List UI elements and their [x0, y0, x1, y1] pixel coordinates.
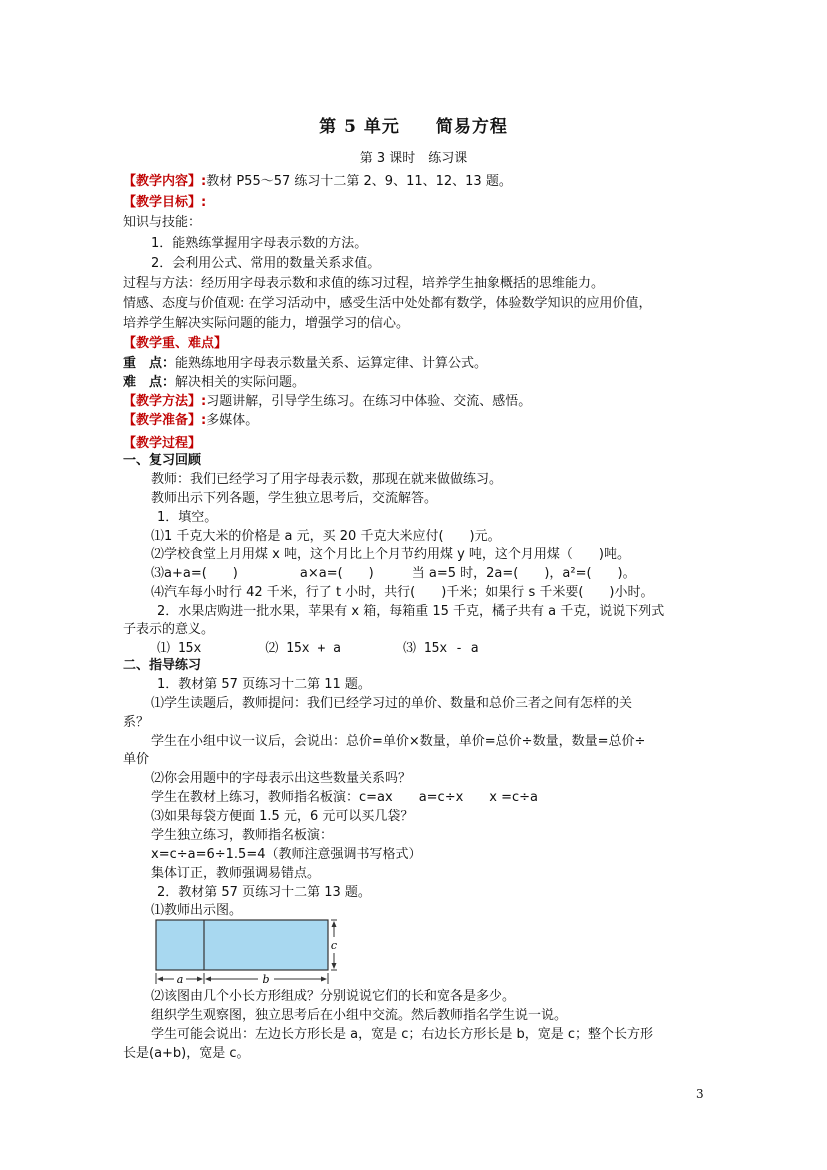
b-arrowhead-left — [205, 977, 211, 982]
review-question-1: ⑴1 千克大米的价格是 a 元，买 20 千克大米应付( )元。 — [151, 529, 501, 544]
a-arrowhead-right — [197, 977, 203, 982]
teaching-method-label: 【教学方法】: — [123, 394, 207, 409]
label-b: b — [262, 973, 270, 986]
teaching-content-text: 教材 P55～57 练习十二第 2、9、11、12、13 题。 — [206, 174, 512, 189]
knowledge-item-1: 1．能熟练掌握用字母表示数的方法。 — [151, 236, 368, 251]
b-arrowhead-right — [321, 977, 327, 982]
label-a: a — [176, 973, 184, 986]
review-expressions — [157, 640, 479, 657]
practice-line-5: 单价 — [123, 752, 150, 767]
practice-line-8: ⑶如果每袋方便面 1.5 元，6 元可以买几袋？ — [151, 809, 414, 824]
knowledge-heading: 知识与技能： — [123, 215, 202, 230]
a-arrowhead-left — [157, 977, 163, 982]
practice-line-7: 学生在教材上练习，教师指名板演：c=ax a=c÷x x =c÷a — [151, 790, 539, 805]
key-point — [123, 355, 487, 372]
emotion-goal-line-2: 培养学生解决实际问题的能力，增强学习的信心。 — [123, 316, 410, 331]
teaching-goals-label: 【教学目标】: — [123, 195, 207, 210]
practice-line-4: 学生在小组中议一议后，会说出：总价=单价×数量，单价=总价÷数量，数量=总价÷ — [151, 734, 646, 749]
rectangle-diagram — [152, 916, 342, 988]
teaching-prep-text: 多媒体。 — [206, 413, 259, 428]
knowledge-item-2: 2．会利用公式、常用的数量关系求值。 — [151, 256, 381, 271]
expression-2: ⑵ 15x + a — [265, 641, 341, 656]
teaching-content-label: 【教学内容】: — [123, 174, 207, 189]
review-line-2: 教师出示下列各题，学生独立思考后，交流解答。 — [151, 491, 438, 506]
unit-title: 第 5 单元 简易方程 — [319, 117, 508, 137]
teaching-method-text: 习题讲解，引导学生练习。在练习中体验、交流、感悟。 — [206, 394, 532, 409]
practice-line-14: ⑵该图由几个小长方形组成？分别说说它们的长和宽各是多少。 — [151, 989, 516, 1004]
emotion-goal-line-1: 情感、态度与价值观: 在学习活动中，感受生活中处处都有数学，体验数学知识的应用价值， — [123, 296, 652, 311]
teaching-prep-label: 【教学准备】: — [123, 413, 207, 428]
lesson-title: 第 3 课时 练习课 — [359, 151, 468, 166]
review-question-3 — [151, 565, 636, 582]
teaching-prep — [123, 412, 258, 429]
practice-line-16: 学生可能会说出：左边长方形长是 a，宽是 c；右边长方形长是 b，宽是 c；整个长方形 — [151, 1027, 654, 1042]
review-question-3a: ⑶a+a=( ) — [151, 566, 238, 581]
review-question-2: ⑵学校食堂上月用煤 x 吨，这个月比上个月节约用煤 y 吨，这个月用煤（ )吨。 — [151, 547, 630, 562]
practice-line-6: ⑵你会用题中的字母表示出这些数量关系吗？ — [151, 771, 412, 786]
page-number: 3 — [696, 1087, 704, 1101]
section-heading-review: 一、复习回顾 — [123, 453, 202, 468]
review-question-3c: 当 a=5 时，2a=( )，a²=( )。 — [411, 566, 636, 581]
expression-3: ⑶ 15x - a — [402, 641, 479, 656]
key-points-label: 【教学重、难点】 — [123, 336, 228, 351]
difficult-point-text: 解决相关的实际问题。 — [175, 375, 306, 390]
c-arrowhead-up — [332, 921, 337, 927]
review-question-5-line-1: 2．水果店购进一批水果，苹果有 x 箱，每箱重 15 千克，橘子共有 a 千克，说说下列式 — [157, 604, 665, 619]
review-line-1: 教师：我们已经学习了用字母表示数，那现在就来做做练习。 — [151, 472, 503, 487]
key-point-label: 重 点： — [123, 356, 176, 371]
difficult-point — [123, 374, 305, 391]
teaching-process-label: 【教学过程】 — [123, 436, 202, 451]
process-goal: 过程与方法：经历用字母表示数和求值的练习过程，培养学生抽象概括的思维能力。 — [123, 276, 605, 291]
practice-line-15: 组织学生观察图，独立思考后在小组中交流。然后教师指名学生说一说。 — [151, 1008, 568, 1023]
review-question-4: ⑷汽车每小时行 42 千米，行了 t 小时，共行( )千米；如果行 s 千米要( )小时。 — [151, 585, 654, 600]
practice-line-11: 集体订正，教师强调易错点。 — [151, 866, 321, 881]
c-arrowhead-down — [332, 963, 337, 969]
practice-line-2: ⑴学生读题后，教师提问：我们已经学习过的单价、数量和总价三者之间有怎样的关 — [151, 696, 633, 711]
expression-1: ⑴ 15x — [157, 641, 202, 656]
practice-line-13: ⑴教师出示图。 — [151, 903, 243, 918]
review-line-3: 1．填空。 — [157, 510, 218, 525]
practice-line-10: x=c÷a=6÷1.5=4（教师注意强调书写格式） — [151, 847, 422, 862]
section-heading-practice: 二、指导练习 — [123, 658, 202, 673]
practice-line-17: 长是(a+b)，宽是 c。 — [123, 1046, 250, 1061]
whole-rectangle — [156, 920, 328, 970]
teaching-method — [123, 393, 531, 410]
label-c: c — [330, 939, 338, 952]
key-point-text: 能熟练地用字母表示数量关系、运算定律、计算公式。 — [175, 356, 488, 371]
practice-line-9: 学生独立练习，教师指名板演： — [151, 828, 334, 843]
difficult-point-label: 难 点： — [123, 375, 176, 390]
review-question-5-line-2: 子表示的意义。 — [123, 622, 215, 637]
practice-line-3: 系？ — [123, 715, 150, 730]
practice-line-1: 1．教材第 57 页练习十二第 11 题。 — [157, 677, 371, 692]
review-question-3b: a×a=( ) — [299, 566, 374, 581]
practice-line-12: 2．教材第 57 页练习十二第 13 题。 — [157, 885, 371, 900]
teaching-content — [123, 173, 512, 190]
